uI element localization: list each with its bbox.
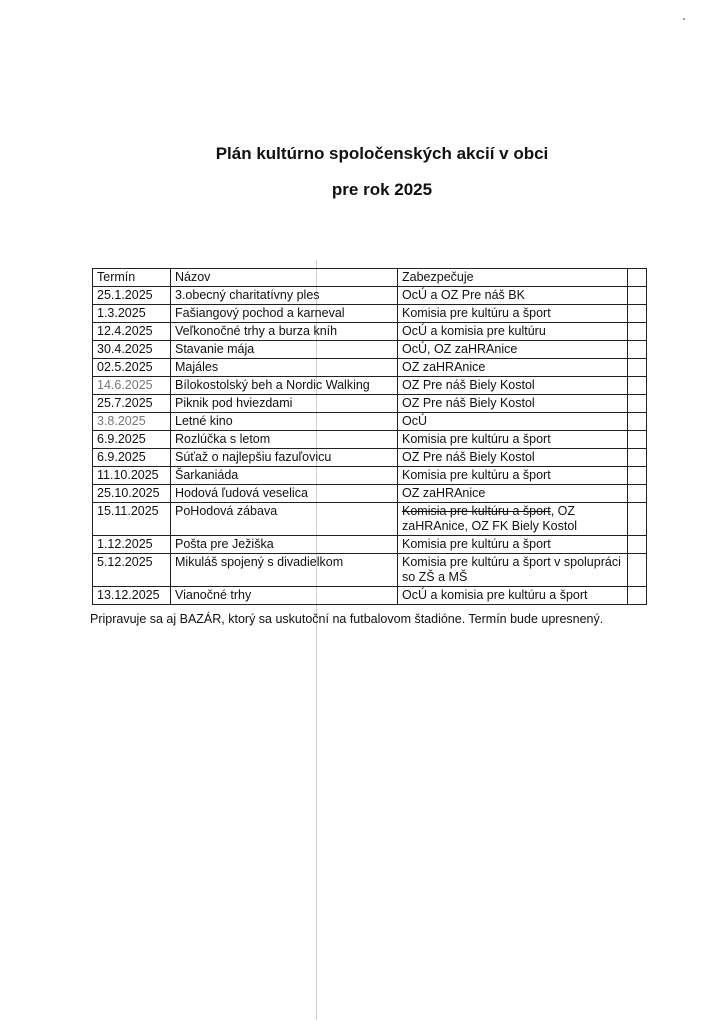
row-date: 1.12.2025: [93, 536, 171, 554]
header-name: Názov: [171, 269, 398, 287]
row-name: Fašiangový pochod a karneval: [171, 305, 398, 323]
row-name: Šarkaniáda: [171, 467, 398, 485]
row-extra: [628, 413, 647, 431]
row-extra: [628, 323, 647, 341]
row-name: 3.obecný charitatívny ples: [171, 287, 398, 305]
row-extra: [628, 449, 647, 467]
row-extra: [628, 587, 647, 605]
row-extra: [628, 536, 647, 554]
events-table: [92, 268, 647, 605]
header-extra: [628, 269, 647, 287]
row-name: Mikuláš spojený s divadielkom: [171, 554, 398, 587]
table-row: [93, 287, 647, 305]
row-organizer: OcÚ a OZ Pre náš BK: [398, 287, 628, 305]
row-extra: [628, 377, 647, 395]
row-name: Vianočné trhy: [171, 587, 398, 605]
table-row: [93, 413, 647, 431]
row-organizer: Komisia pre kultúru a šport: [398, 431, 628, 449]
row-extra: [628, 341, 647, 359]
row-date: 25.10.2025: [93, 485, 171, 503]
events-table-wrap: [92, 268, 646, 605]
page-subtitle: pre rok 2025: [331, 180, 433, 199]
row-extra: [628, 305, 647, 323]
row-organizer: OZ Pre náš Biely Kostol: [398, 449, 628, 467]
struck-organizer: Komisia pre kultúru a šport: [402, 504, 551, 518]
table-row: [93, 554, 647, 587]
row-organizer: OcÚ: [398, 413, 628, 431]
row-organizer: Komisia pre kultúru a šport: [398, 305, 628, 323]
row-name: Bílokostolský beh a Nordic Walking: [171, 377, 398, 395]
row-name: Rozlúčka s letom: [171, 431, 398, 449]
row-date: 11.10.2025: [93, 467, 171, 485]
row-name: Súťaž o najlepšiu fazuľovicu: [171, 449, 398, 467]
row-organizer: OcÚ a komisia pre kultúru: [398, 323, 628, 341]
row-name: Letné kino: [171, 413, 398, 431]
row-name: Piknik pod hviezdami: [171, 395, 398, 413]
row-date: 1.3.2025: [93, 305, 171, 323]
row-organizer: Komisia pre kultúru a šport: [398, 467, 628, 485]
page-title: Plán kultúrno spoločenských akcií v obci: [215, 144, 549, 163]
table-row: [93, 359, 647, 377]
table-row: [93, 305, 647, 323]
row-extra: [628, 485, 647, 503]
table-row: [93, 431, 647, 449]
row-date: 25.7.2025: [93, 395, 171, 413]
scan-speck: [683, 18, 685, 20]
row-date: 14.6.2025: [93, 377, 171, 395]
row-organizer: OZ zaHRAnice: [398, 485, 628, 503]
row-name: Pošta pre Ježiška: [171, 536, 398, 554]
row-organizer: OcÚ a komisia pre kultúru a šport: [398, 587, 628, 605]
row-name: Veľkonočné trhy a burza kníh: [171, 323, 398, 341]
table-row: [93, 587, 647, 605]
row-organizer: Komisia pre kultúru a šport: [398, 536, 628, 554]
row-extra: [628, 467, 647, 485]
table-row: [93, 503, 647, 536]
row-organizer: OcÚ, OZ zaHRAnice: [398, 341, 628, 359]
table-row: [93, 323, 647, 341]
row-date: 13.12.2025: [93, 587, 171, 605]
table-row: [93, 395, 647, 413]
row-date: 02.5.2025: [93, 359, 171, 377]
table-row: [93, 485, 647, 503]
row-name: PoHodová zábava: [171, 503, 398, 536]
row-date: 6.9.2025: [93, 431, 171, 449]
row-extra: [628, 359, 647, 377]
row-name: Stavanie mája: [171, 341, 398, 359]
row-organizer: OZ Pre náš Biely Kostol: [398, 377, 628, 395]
row-extra: [628, 503, 647, 536]
row-extra: [628, 287, 647, 305]
row-organizer: OZ zaHRAnice: [398, 359, 628, 377]
row-date: 3.8.2025: [93, 413, 171, 431]
header-date: Termín: [93, 269, 171, 287]
row-extra: [628, 395, 647, 413]
row-extra: [628, 554, 647, 587]
table-row: [93, 449, 647, 467]
row-organizer: [398, 503, 628, 536]
row-organizer: OZ Pre náš Biely Kostol: [398, 395, 628, 413]
row-organizer: Komisia pre kultúru a šport v spolupráci so ZŠ a MŠ: [398, 554, 628, 587]
row-date: 12.4.2025: [93, 323, 171, 341]
row-name: Hodová ľudová veselica: [171, 485, 398, 503]
row-date: 25.1.2025: [93, 287, 171, 305]
table-row: [93, 341, 647, 359]
organizer-rest: , OZ zaHRAnice, OZ FK Biely Kostol: [402, 504, 578, 533]
row-extra: [628, 431, 647, 449]
table-row: [93, 377, 647, 395]
bazaar-note: Pripravuje sa aj BAZÁR, ktorý sa uskutoční na futbalovom štadióne. Termín bude upresnený.: [90, 612, 604, 626]
header-organizer: Zabezpečuje: [398, 269, 628, 287]
row-date: 30.4.2025: [93, 341, 171, 359]
row-date: 5.12.2025: [93, 554, 171, 587]
row-name: Majáles: [171, 359, 398, 377]
row-date: 6.9.2025: [93, 449, 171, 467]
table-row: [93, 536, 647, 554]
table-header-row: [93, 269, 647, 287]
table-row: [93, 467, 647, 485]
row-date: 15.11.2025: [93, 503, 171, 536]
